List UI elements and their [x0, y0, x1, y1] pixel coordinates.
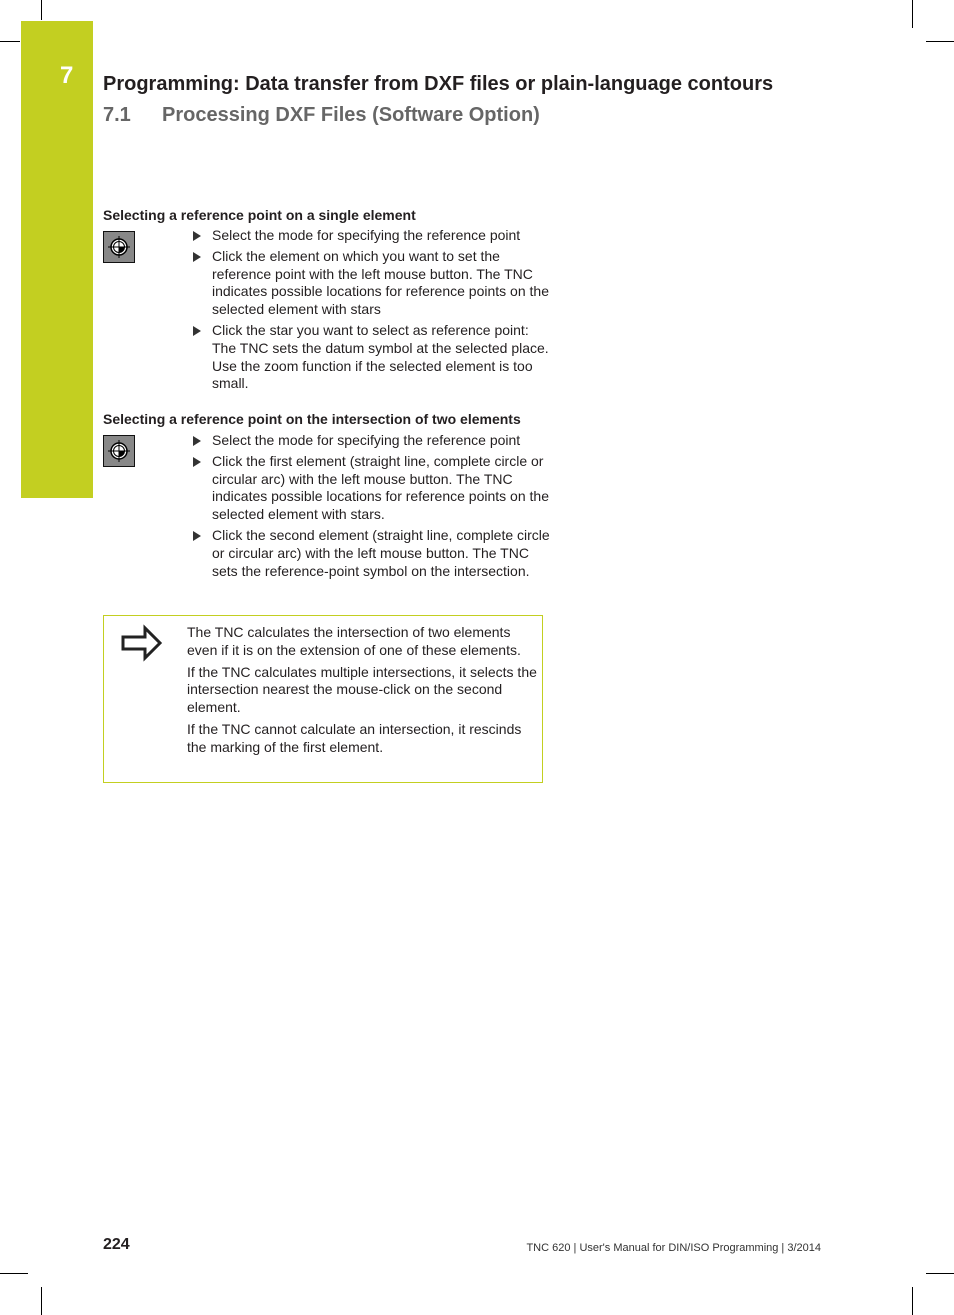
- note-paragraph: The TNC calculates the intersection of two elements even if it is on the extension of one of these elements.: [187, 624, 521, 658]
- note-paragraph: If the TNC cannot calculate an intersection, it rescinds the marking of the first element.: [187, 720, 522, 755]
- section-number: 7.1: [103, 104, 131, 126]
- crop-mark: [0, 41, 20, 42]
- crop-mark: [41, 1287, 42, 1315]
- chapter-title: Programming: Data transfer from DXF files or plain-language contours: [103, 73, 774, 95]
- crop-mark: [926, 41, 954, 42]
- chapter-number: 7: [60, 62, 74, 89]
- step: Click the first element (straight line, complete circle or circular arc) with the left mouse button. The TNC indicates possible locations for reference points on the selected element with stars.: [190, 453, 550, 524]
- crop-mark: [0, 1273, 28, 1274]
- crop-mark: [41, 0, 42, 20]
- reference-point-icon: [103, 435, 135, 467]
- page-number: 224: [103, 1236, 130, 1253]
- reference-point-icon: [103, 231, 135, 263]
- chapter-tab: [21, 21, 93, 498]
- note-box: [103, 615, 543, 783]
- steps-list-intersection: [190, 432, 550, 583]
- crop-mark: [912, 0, 913, 28]
- crop-mark: [926, 1273, 954, 1274]
- crop-mark: [912, 1287, 913, 1315]
- subheading-single-element: Selecting a reference point on a single element: [103, 207, 416, 223]
- steps-list-single: [190, 227, 550, 396]
- section-title-text: Processing DXF Files (Software Option): [162, 104, 540, 126]
- step: Click the second element (straight line, complete circle or circular arc) with the left mouse button. The TNC sets the reference-point symbol on the intersection.: [190, 527, 550, 580]
- subheading-intersection: Selecting a reference point on the intersection of two elements: [103, 411, 521, 427]
- section-title: [103, 104, 540, 127]
- footer-text: TNC 620 | User's Manual for DIN/ISO Programming | 3/2014: [526, 1242, 821, 1254]
- step: Click the element on which you want to set the reference point with the left mouse button. The TNC indicates possible locations for reference points on the selected element with stars: [190, 248, 550, 319]
- step: Click the star you want to select as reference point: The TNC sets the datum symbol at the selected place. Use the zoom function if the selected element is too small.: [190, 322, 550, 393]
- step: Select the mode for specifying the reference point: [190, 227, 550, 245]
- arrow-right-icon: [120, 624, 164, 662]
- note-paragraph: If the TNC calculates multiple intersections, it selects the intersection nearest the mouse-click on the second element.: [187, 663, 537, 716]
- step: Select the mode for specifying the reference point: [190, 432, 550, 450]
